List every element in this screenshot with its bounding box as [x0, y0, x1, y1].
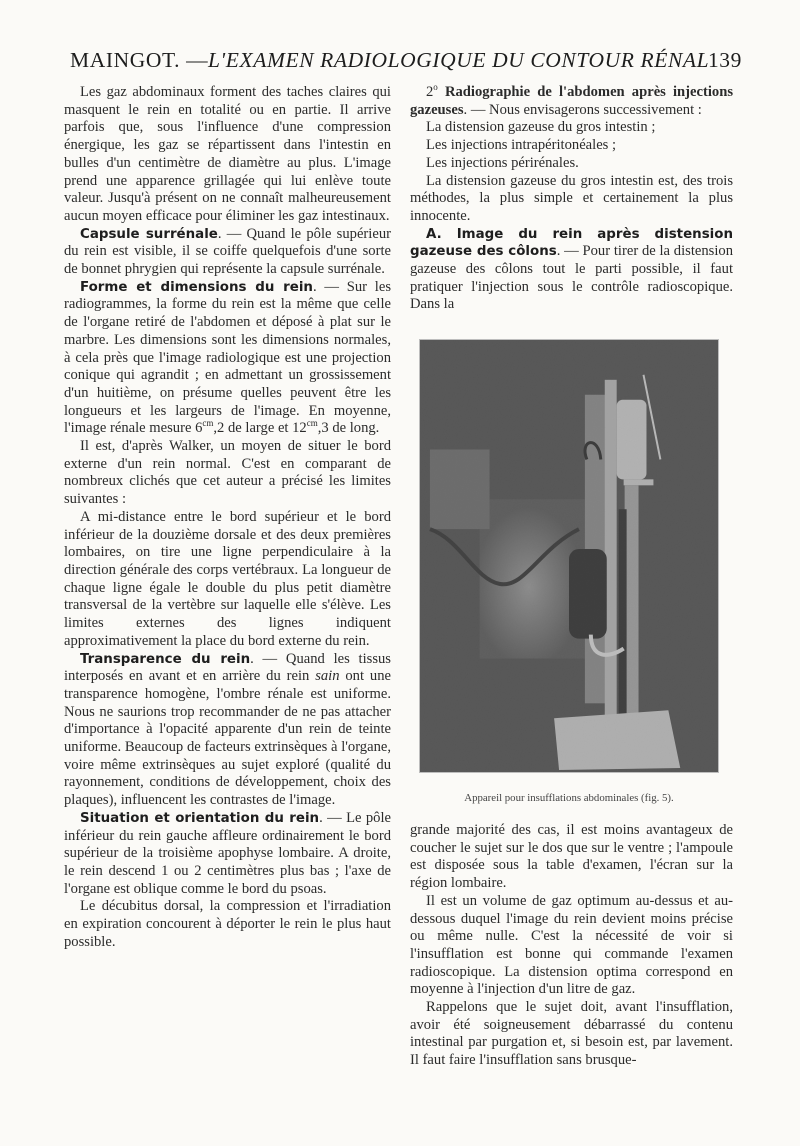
paragraph-volume-gaz: Il est un volume de gaz optimum au-dessus et au-dessous duquel l'image du rein devient moins précise ou même nulle. C'est la nécessité de voir si l'insufflation est bonne qui commande l'examen radioscopique. La distension optima correspond en moyenne à l'injection d'un litre de gaz.	[410, 892, 733, 998]
paragraph-gaz-abdominaux: Les gaz abdominaux forment des taches claires qui masquent le rein en totalité ou en partie. Il arrive parfois que, sous l'influence d'une compression énergique, les gaz se répartissent dans l'intestin en bulles d'un centimètre de diamètre au plus. L'image prend une apparence grillagée qui lui enlève toute valeur. Jusqu'à présent on ne connaît malheureusement aucun moyen efficace pour éliminer les gaz intestinaux.	[64, 84, 391, 224]
measure-length: 12	[292, 420, 307, 437]
section-heading-capsule: Capsule surrénale	[80, 226, 218, 242]
right-column-bottom	[410, 822, 733, 1070]
header-author	[70, 48, 208, 73]
paragraph-mi-distance: A mi-distance entre le bord supérieur et le bord inférieur de la douzième dorsale et des deux premières lombaires, on tire une ligne perpendiculaire à la direction générale des corps vertébraux. La longueur de chaque ligne égale le double du plus petit diamètre transversal de la vertèbre sur laquelle elle s'élève. Les limites externes des lignes indiquent approximativement la place du bord externe du rein.	[64, 508, 391, 649]
paragraph-transparence	[64, 651, 391, 810]
paragraph-text: . — Pour tirer de la distension gazeuse des côlons tout le parti possible, il faut pratiquer l'injection sous le contrôle radioscopique. Dans la	[410, 243, 733, 313]
paragraph-decubitus: Le décubitus dorsal, la compression et l'irradiation en expiration concourent à déporter le rein le plus haut possible.	[64, 898, 391, 950]
left-column	[64, 84, 391, 951]
page-number: 139	[707, 48, 742, 72]
paragraph-text: . — Le pôle inférieur du rein gauche affleure ordinairement le bord supérieur de la troisième apophyse lombaire. A droite, le rein descend 1 ou 2 centimètres plus bas ; l'axe de l'organe est oblique comme le bord du psoas.	[64, 809, 391, 897]
header-separator: —	[186, 48, 209, 72]
paragraph-text: . — Quand le pôle supérieur du rein est visible, il se coiffe quelquefois d'une sorte de bonnet phrygien qui représente la capsule surrénale.	[64, 225, 391, 278]
paragraph-forme-dimensions	[64, 279, 391, 438]
author-name: MAINGOT.	[70, 48, 181, 72]
paragraph-text: . — Quand les tissus interposés en avant et en arrière du rein	[64, 650, 391, 685]
list-item: Les injections intrapéritonéales ;	[426, 137, 617, 154]
paragraph-situation	[64, 810, 391, 899]
paragraph-radiographie-injections	[410, 84, 733, 119]
list-item: Les injections périrénales.	[426, 154, 579, 171]
section-heading-radiographie: Radiographie de l'abdomen après injections gazeuses	[410, 84, 733, 118]
paragraph-text: ont une transparence homogène, l'ombre rénale est uniforme. Nous ne saurions trop recommander de ne pas attacher d'importance à l'opacité apparente d'un rein de teinte uniforme. Beaucoup de facteurs extrinsèques à l'organe, voire même extrinsèques au sujet exploré (qualité du rayonnement, conditions de développement, choix des plaques), influencent les contrastes de l'image.	[64, 668, 391, 809]
figure-caption: Appareil pour insufflations abdominales (fig. 5).	[464, 792, 674, 804]
paragraph-distension-simple: La distension gazeuse du gros intestin est, des trois méthodes, la plus simple et certainement la plus innocente.	[410, 172, 733, 224]
paragraph-walker: Il est, d'après Walker, un moyen de situer le bord externe d'un rein normal. C'est en comparant de nombreux clichés que cet auteur a précisé les limites suivantes :	[64, 438, 391, 508]
unit-cm: cm	[306, 418, 318, 429]
paragraph-text: . — Sur les radiogrammes, la forme du rein est la même que celle de l'organe retiré de l'abdomen et déposé à plat sur le marbre. Les dimensions sont les dimensions normales, à cela près que l'image radiologique est une projection conique qui agrandit ; en admettant un grossissement d'un huitième, on présume quelles peuvent être les longueurs et les largeurs de l'image. En moyenne, l'image rénale mesure	[64, 278, 392, 437]
paragraph-rappelons: Rappelons que le sujet doit, avant l'insufflation, avoir été soigneusement débarrassé du contenu intestinal par purgation et, si besoin est, par lavement. Il faut faire l'insufflation sans brusque-	[410, 999, 733, 1069]
apparatus-photo-illustration	[420, 340, 718, 772]
section-heading-forme: Forme et dimensions du rein	[80, 279, 313, 295]
unit-cm: cm	[202, 418, 214, 429]
section-heading-situation: Situation et orientation du rein	[80, 810, 320, 826]
section-heading-transparence: Transparence du rein	[80, 651, 251, 667]
paragraph-grande-majorite: grande majorité des cas, il est moins avantageux de coucher le sujet sur le dos que sur le ventre ; l'ampoule est disposée sous la table d'examen, l'écran sur la région lombaire.	[410, 822, 733, 892]
running-header	[70, 48, 742, 78]
paragraph-image-rein	[410, 226, 733, 315]
header-title: L'EXAMEN RADIOLOGIQUE DU CONTOUR RÉNAL	[208, 48, 710, 72]
list-item: La distension gazeuse du gros intestin ;	[426, 119, 656, 136]
section-number: 2	[426, 84, 434, 100]
measure-width: 6	[195, 420, 203, 437]
paragraph-text: . — Nous envisagerons successivement :	[463, 101, 702, 118]
right-column-top	[410, 84, 733, 314]
paragraph-text: ,2 de large et	[213, 420, 293, 437]
paragraph-capsule-surrenale	[64, 226, 391, 279]
section-heading-image-rein: A. Image du rein après distension gazeuse des côlons	[410, 226, 733, 260]
ordinal-sup: o	[433, 82, 438, 93]
italic-word: sain	[315, 668, 340, 685]
paragraph-text: ,3 de long.	[317, 420, 380, 437]
figure-photograph-insufflation-apparatus	[419, 339, 719, 773]
